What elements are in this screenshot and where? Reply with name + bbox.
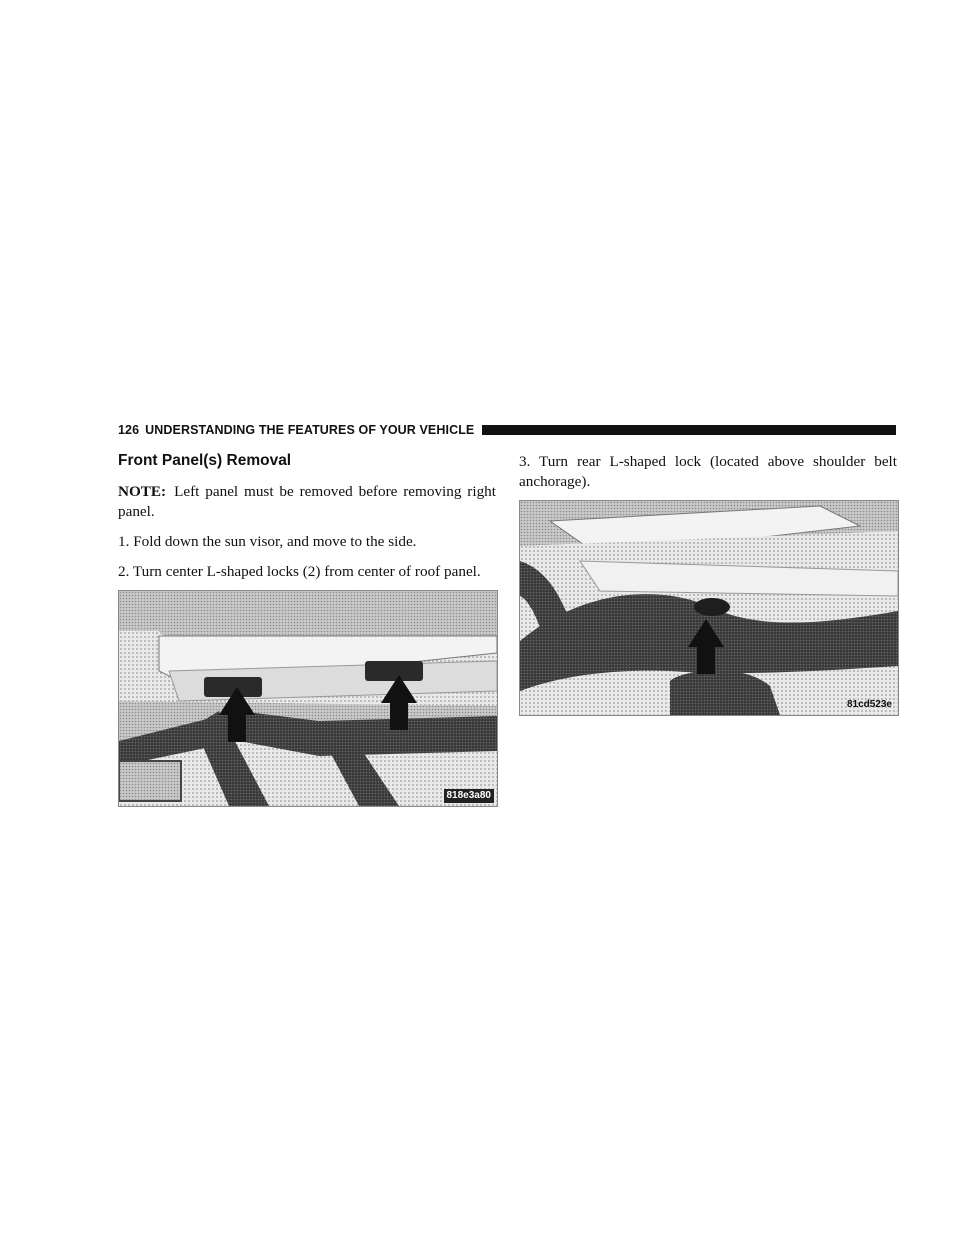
left-column	[118, 452, 496, 807]
note-paragraph	[118, 482, 496, 522]
section-heading: Front Panel(s) Removal	[118, 452, 292, 469]
header-rule	[482, 425, 896, 435]
step-1: 1. Fold down the sun visor, and move to the side.	[118, 533, 417, 550]
page-number: 126	[118, 423, 140, 437]
figure-code: 81cd523e	[846, 699, 892, 710]
figure-code: 818e3a80	[444, 789, 495, 803]
running-header	[118, 421, 896, 439]
section-title: UNDERSTANDING THE FEATURES OF YOUR VEHICLE	[145, 423, 475, 437]
step-3: 3. Turn rear L-shaped lock (located above shoulder belt anchorage).	[519, 453, 897, 490]
note-text: Left panel must be removed before removing right panel.	[118, 483, 496, 520]
figure-rear-lock	[519, 500, 899, 716]
right-column	[519, 452, 897, 716]
figure-center-locks	[118, 590, 498, 807]
note-label: NOTE:	[118, 483, 167, 500]
step-2: 2. Turn center L-shaped locks (2) from center of roof panel.	[118, 563, 481, 580]
